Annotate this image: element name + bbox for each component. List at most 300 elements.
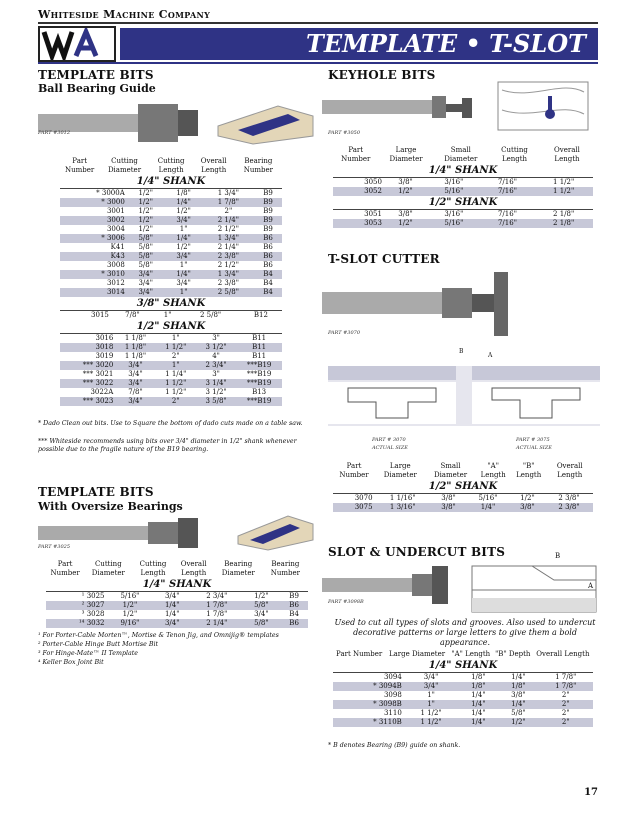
table-cell: 1/2": [138, 225, 153, 233]
slot-bit-image: [322, 560, 602, 620]
table-cell: 3008: [106, 261, 125, 269]
table-cell: ² 3027: [46, 601, 107, 610]
tslot-dim-a: A: [488, 352, 493, 359]
table-row: [46, 610, 308, 619]
table-cell: 1/4": [153, 601, 191, 610]
table-cell: B6: [263, 261, 273, 269]
table-cell: B6: [254, 234, 282, 243]
table-cell: B11: [236, 343, 282, 352]
over-subtitle: With Oversize Bearings: [38, 500, 183, 513]
table-cell: 3/4": [127, 270, 165, 279]
table-cell: 3/8": [398, 178, 413, 186]
table-cell: 3/8": [398, 210, 413, 218]
table-cell: 2 1/4": [203, 216, 255, 225]
table-cell: 3/16": [444, 178, 464, 186]
table-cell: 1/8": [471, 673, 486, 681]
table-cell: 1 3/4": [203, 270, 255, 279]
table-cell: 7/16": [481, 187, 535, 196]
table-cell: 1/4": [165, 198, 203, 207]
table-cell: 1 7/8": [206, 610, 228, 618]
table-row: [333, 691, 593, 700]
table-cell: 1/2": [107, 601, 154, 610]
column-header: Part Number: [339, 462, 369, 479]
over-title: TEMPLATE BITS: [38, 485, 154, 499]
table-row: [60, 189, 282, 198]
table-cell: 5/8": [511, 709, 526, 717]
table-cell: 3/4": [176, 279, 191, 287]
table-cell: 1/4": [458, 718, 498, 727]
table-cell: 3/16": [444, 210, 464, 218]
table-cell: 1": [163, 311, 172, 319]
slot-table: [333, 650, 593, 727]
table-row: [60, 288, 282, 297]
table-cell: 2 1/2": [217, 261, 239, 269]
table-cell: 3/4": [164, 592, 180, 600]
table-cell: 1 1/8": [124, 352, 147, 360]
column-header: Bearing Number: [270, 560, 301, 577]
tslot-shank-1-2: 1/2" SHANK: [333, 480, 593, 494]
column-header: "A" Length: [451, 650, 491, 658]
keyhole-part-label: PART #3050: [328, 130, 361, 136]
table-row: [60, 216, 282, 225]
table-cell: * 3006: [60, 234, 127, 243]
table-cell: 1": [179, 261, 188, 269]
over-table: [46, 560, 308, 628]
table-cell: 3051: [364, 210, 382, 218]
table-cell: 1/2": [384, 219, 427, 228]
table-cell: B4: [254, 288, 282, 297]
column-header: "A" Length: [480, 462, 506, 479]
table-cell: 1/2": [176, 207, 191, 215]
column-header: Cutting Diameter: [107, 157, 142, 174]
over-note-4: ⁴ Keller Box Joint Bit: [38, 659, 104, 666]
table-cell: *** 3021: [82, 370, 114, 378]
table-cell: 1/4": [165, 234, 203, 243]
slot-dim-b: B: [555, 552, 561, 560]
table-cell: 2": [561, 709, 570, 717]
table-cell: 3/8": [441, 494, 456, 502]
table-cell: 7/16": [481, 219, 535, 228]
table-cell: 1/2": [138, 189, 153, 197]
page-number: 17: [584, 787, 598, 798]
table-cell: 1": [156, 361, 196, 370]
table-cell: *** 3023: [60, 397, 115, 406]
table-cell: 3053: [333, 219, 384, 228]
table-cell: 1 1/8": [124, 334, 147, 342]
table-row: [60, 352, 282, 361]
tslot-part-3075: PART # 3075: [516, 437, 550, 443]
keyhole-table: [333, 146, 593, 228]
table-cell: 3075: [333, 503, 375, 512]
table-cell: B6: [263, 243, 273, 251]
table-row: [333, 700, 593, 709]
table-cell: 1/8": [458, 682, 498, 691]
table-cell: 5/8": [138, 243, 153, 251]
table-cell: 3/4": [138, 279, 153, 287]
tslot-part-label: PART #3070: [328, 330, 361, 336]
table-cell: B11: [252, 352, 267, 360]
slot-note: * B denotes Bearing (B9) guide on shank.: [328, 742, 461, 749]
column-header: Overall Length: [536, 650, 590, 658]
column-header: Overall Length: [556, 462, 583, 479]
slot-blurb: Used to cut all types of slots and grooves. Also used to undercut decorative patterns or large letters to give them a bold appearance.: [334, 618, 596, 647]
table-cell: *** 3022: [60, 379, 115, 388]
column-header: Small Diameter: [433, 462, 468, 479]
table-cell: B11: [252, 334, 267, 342]
table-cell: 3019: [95, 352, 114, 360]
table-cell: ***B19: [236, 361, 282, 370]
table-cell: 1 1/2": [404, 718, 459, 727]
over-part-label: PART #3025: [38, 544, 71, 550]
table-cell: B9: [254, 216, 282, 225]
table-cell: 3 1/4": [196, 379, 236, 388]
table-cell: 1/2": [176, 243, 191, 251]
table-cell: 3 1/2": [205, 388, 227, 396]
table-cell: 3012: [106, 279, 125, 287]
table-row: [60, 270, 282, 279]
table-cell: 1/4": [466, 503, 510, 512]
slot-title: SLOT & UNDERCUT BITS: [328, 545, 506, 559]
table-cell: 7/16": [497, 210, 517, 218]
table-cell: 1/2": [520, 494, 535, 502]
banner-rule: [38, 62, 598, 64]
keyhole-shank-1-2: 1/2" SHANK: [333, 196, 593, 210]
table-cell: * 3098B: [333, 700, 404, 709]
ball-bit-image: [38, 96, 318, 150]
table-cell: 9/16": [107, 619, 154, 628]
table-row: [333, 178, 593, 187]
table-cell: 1/2": [498, 718, 538, 727]
ball-shank-1-2: 1/2" SHANK: [60, 320, 282, 334]
table-cell: 2 3/4": [206, 592, 228, 600]
table-cell: 7/8": [125, 311, 140, 319]
table-cell: B9: [263, 207, 273, 215]
table-row: [333, 187, 593, 196]
column-header: Part Number: [50, 560, 80, 577]
header-rule: [38, 22, 598, 24]
table-cell: 1 1/2": [165, 388, 187, 396]
column-header: Part Number: [336, 650, 383, 658]
table-cell: 2": [171, 352, 180, 360]
column-header: Bearing Diameter: [221, 560, 255, 577]
table-row: [60, 207, 282, 216]
table-cell: B4: [254, 270, 282, 279]
table-cell: 3 1/2": [196, 343, 236, 352]
column-header: Overall Length: [200, 157, 227, 174]
table-cell: 1 1/8": [115, 343, 155, 352]
over-note-2: ² Porter-Cable Hinge Butt Mortise Bit: [38, 641, 159, 648]
table-cell: 3016: [95, 334, 114, 342]
table-cell: 2": [224, 207, 233, 215]
column-header: Overall Length: [554, 146, 580, 163]
table-cell: 1/2": [127, 216, 165, 225]
table-cell: * 3000: [60, 198, 127, 207]
table-cell: 1/4": [471, 709, 486, 717]
table-row: [60, 279, 282, 288]
table-cell: 1/4": [471, 691, 486, 699]
table-cell: ³ 3028: [81, 610, 105, 618]
table-row: [60, 198, 282, 207]
column-header: Part Number: [341, 146, 371, 163]
table-cell: 3014: [60, 288, 127, 297]
table-cell: 3/8": [510, 503, 545, 512]
table-cell: 1": [171, 334, 180, 342]
table-cell: 1": [165, 288, 203, 297]
table-cell: 2": [538, 700, 593, 709]
table-cell: 3/4": [127, 288, 165, 297]
table-cell: 1/2": [384, 187, 427, 196]
table-cell: 3/4": [404, 682, 459, 691]
table-cell: 3 5/8": [196, 397, 236, 406]
table-row: [333, 503, 593, 512]
table-row: [60, 361, 282, 370]
table-cell: 5/8": [242, 601, 280, 610]
table-cell: 2 3/4": [196, 361, 236, 370]
table-cell: B13: [252, 388, 267, 396]
keyhole-bit-image: [322, 80, 592, 136]
table-cell: 3002: [60, 216, 127, 225]
keyhole-shank-1-4: 1/4" SHANK: [333, 164, 593, 178]
table-cell: B6: [280, 601, 308, 610]
table-cell: 5/8": [242, 619, 280, 628]
table-cell: * 3110B: [333, 718, 404, 727]
table-cell: 1/2": [127, 198, 165, 207]
table-cell: B6: [280, 619, 308, 628]
tslot-title: T-SLOT CUTTER: [328, 252, 440, 266]
tslot-profile-images: [328, 366, 600, 430]
table-cell: 1 1/2": [156, 343, 196, 352]
table-cell: *** 3020: [60, 361, 115, 370]
table-row: [60, 379, 282, 388]
table-cell: 1/2": [254, 592, 269, 600]
table-cell: ***B19: [246, 370, 272, 378]
table-cell: 1 1/2": [534, 187, 593, 196]
table-cell: * 3094B: [333, 682, 404, 691]
table-cell: 3015: [91, 311, 109, 319]
column-header: Cutting Length: [501, 146, 528, 163]
table-cell: 3018: [60, 343, 115, 352]
ball-note-1: * Dado Clean out bits. Use to Square the bottom of dado cuts made on a table saw.: [38, 420, 303, 427]
column-header: Cutting Diameter: [91, 560, 125, 577]
table-row: [333, 219, 593, 228]
company-logo: [38, 26, 116, 62]
table-row: [60, 311, 282, 320]
table-cell: 5/8": [127, 252, 165, 261]
table-cell: 7/8": [128, 388, 143, 396]
ball-title: TEMPLATE BITS: [38, 68, 154, 82]
table-cell: B9: [263, 225, 273, 233]
table-cell: 1 1/16": [389, 494, 416, 502]
ball-subtitle: Ball Bearing Guide: [38, 82, 156, 95]
table-cell: 5/16": [478, 494, 498, 502]
column-header: Part Number: [65, 157, 95, 174]
table-row: [60, 234, 282, 243]
table-cell: 3098: [383, 691, 402, 699]
table-cell: 3/4": [115, 397, 155, 406]
table-cell: 3/4": [423, 673, 439, 681]
table-cell: 1": [179, 225, 188, 233]
table-row: [60, 225, 282, 234]
table-row: [60, 261, 282, 270]
table-cell: 3052: [333, 187, 384, 196]
column-header: Small Diameter: [444, 146, 478, 163]
table-cell: 1 1/2": [553, 178, 575, 186]
table-row: [333, 210, 593, 219]
table-cell: ¹ 3025: [81, 592, 105, 600]
table-cell: ***B19: [236, 379, 282, 388]
table-cell: 1/4": [458, 700, 498, 709]
table-cell: 3/4": [115, 361, 155, 370]
ball-shank-1-4: 1/4" SHANK: [60, 175, 282, 189]
column-header: "B" Depth: [495, 650, 531, 658]
table-row: [46, 592, 308, 601]
page-banner: TEMPLATE • T-SLOT: [120, 28, 598, 60]
table-cell: 7/16": [497, 178, 517, 186]
table-cell: B9: [263, 189, 273, 197]
tslot-bit-image: [322, 266, 602, 350]
table-cell: 1/8": [176, 189, 191, 197]
table-cell: B4: [263, 279, 273, 287]
table-cell: 5/8": [127, 234, 165, 243]
column-header: Bearing Number: [243, 157, 273, 174]
table-cell: * 3000A: [96, 189, 125, 197]
table-cell: 3/4": [128, 370, 143, 378]
table-cell: 1 1/2": [420, 709, 442, 717]
column-header: Large Diameter: [383, 462, 417, 479]
table-row: [46, 601, 308, 610]
ball-shank-3-8: 3/8" SHANK: [60, 297, 282, 311]
table-cell: 3/4": [153, 619, 191, 628]
table-cell: 3/8": [431, 503, 466, 512]
table-cell: B9: [254, 198, 282, 207]
table-cell: 2": [538, 718, 593, 727]
table-cell: 3/4": [165, 252, 203, 261]
table-row: [333, 494, 593, 503]
table-cell: 1/2": [122, 610, 138, 618]
table-cell: B4: [289, 610, 299, 618]
table-cell: 3": [212, 334, 220, 342]
table-cell: 3110: [383, 709, 402, 717]
table-cell: 1 7/8": [191, 601, 242, 610]
table-cell: B9: [289, 592, 299, 600]
table-cell: 1/4": [164, 610, 180, 618]
table-cell: 2 3/8": [558, 494, 580, 502]
table-cell: * 3010: [60, 270, 127, 279]
table-cell: 3/4": [254, 610, 269, 618]
table-cell: 1 7/8": [555, 673, 577, 681]
table-cell: 3070: [354, 494, 373, 502]
table-cell: 2 5/8": [199, 311, 222, 319]
table-row: [60, 334, 282, 343]
column-header: Large Diameter: [389, 146, 423, 163]
ball-table: [60, 157, 282, 406]
company-name: Whiteside Machine Company: [38, 8, 211, 21]
table-cell: B12: [253, 311, 268, 319]
table-cell: 2": [561, 691, 570, 699]
keyhole-title: KEYHOLE BITS: [328, 68, 436, 82]
tslot-table: [333, 462, 593, 512]
table-cell: 1 1/4": [165, 370, 187, 378]
table-cell: 2 1/8": [553, 210, 575, 218]
table-cell: 1 3/16": [375, 503, 431, 512]
table-row: [333, 709, 593, 718]
slot-shank-1-4: 1/4" SHANK: [333, 659, 593, 673]
over-shank-1-4: 1/4" SHANK: [46, 578, 308, 592]
table-cell: 3/8": [511, 691, 526, 699]
table-cell: 1/8": [498, 682, 538, 691]
table-row: [333, 673, 593, 682]
column-header: "B" Length: [516, 462, 542, 479]
over-bit-image: [38, 512, 318, 556]
table-cell: 4": [212, 352, 220, 360]
table-row: [333, 718, 593, 727]
table-cell: 5/16": [120, 592, 140, 600]
table-cell: 1": [427, 691, 435, 699]
table-cell: 1/2": [138, 207, 153, 215]
column-header: Cutting Length: [157, 157, 185, 174]
table-cell: K41: [110, 243, 125, 251]
table-cell: 5/8": [138, 261, 153, 269]
column-header: Cutting Length: [139, 560, 167, 577]
over-note-1: ¹ For Porter-Cable Morten™, Mortise & Tenon Jig, and Omnijig® templates: [38, 632, 279, 639]
table-cell: 3/4": [165, 216, 203, 225]
table-cell: ¹⁴ 3032: [46, 619, 107, 628]
table-cell: 3001: [106, 207, 125, 215]
table-cell: 3022A: [90, 388, 114, 396]
tslot-dim-b: B: [459, 348, 464, 355]
table-cell: 3": [212, 370, 220, 378]
table-cell: 3004: [106, 225, 125, 233]
tslot-part-3070: PART # 3070: [372, 437, 406, 443]
table-cell: 3050: [364, 178, 382, 186]
table-cell: ***B19: [236, 397, 282, 406]
table-row: [60, 397, 282, 406]
table-cell: 1/4": [498, 700, 538, 709]
table-cell: B6: [254, 252, 282, 261]
table-cell: 2 3/8": [545, 503, 593, 512]
table-cell: 1/4": [165, 270, 203, 279]
ball-note-2: *** Whiteside recommends using bits over 3/4" diameter in 1/2" shank whenever possible due to the fragile nature of the B19 bearing.: [38, 438, 297, 453]
table-cell: 2 3/8": [217, 279, 239, 287]
table-cell: 1/4": [511, 673, 526, 681]
table-cell: 5/16": [427, 219, 481, 228]
table-cell: 1 7/8": [538, 682, 593, 691]
slot-part-label: PART #3098B: [328, 599, 364, 605]
table-cell: 3094: [383, 673, 402, 681]
slot-dim-a: A: [588, 582, 594, 590]
tslot-actual-size-2: ACTUAL SIZE: [516, 445, 552, 451]
table-cell: 1 7/8": [203, 198, 255, 207]
table-cell: 2 1/4": [217, 243, 239, 251]
table-cell: 2 1/4": [191, 619, 242, 628]
table-cell: K43: [60, 252, 127, 261]
table-cell: 1 3/4": [203, 234, 255, 243]
table-cell: 1": [404, 700, 459, 709]
table-cell: 2 3/8": [203, 252, 255, 261]
table-row: [60, 243, 282, 252]
tslot-actual-size-1: ACTUAL SIZE: [372, 445, 408, 451]
table-row: [60, 252, 282, 261]
table-cell: 2": [156, 397, 196, 406]
table-cell: 5/16": [427, 187, 481, 196]
over-note-3: ³ For Hinge-Mate™ II Template: [38, 650, 138, 657]
column-header: Overall Length: [180, 560, 207, 577]
table-cell: 2 1/2": [217, 225, 239, 233]
table-row: [333, 682, 593, 691]
table-cell: 2 1/8": [534, 219, 593, 228]
ball-part-label: PART #3012: [38, 130, 71, 136]
table-cell: 3/4": [115, 379, 155, 388]
